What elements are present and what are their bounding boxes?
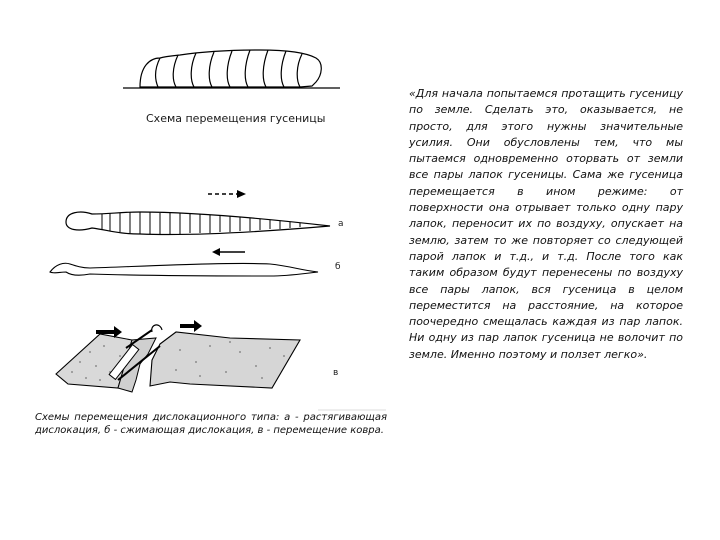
figure-caption: Схема перемещения гусеницы <box>146 112 326 125</box>
quote-text: «Для начала попытаемся протащить гусеницу по земле. Сделать это, оказывается, не просто, для этого нужны значительные усилия. Они обусловлены тем, что мы пытаемся одновременно оторвать от земли все пары лапок гусеницы. Сама же гусеница перемещается в ином режиме: от поверхности она отрывает только одну пару лапок, переносит их по воздуху, опускает на землю, затем то же повторяет со следующей парой лапок и т.д., и т.д. После того как таким образом будут перенесены по воздуху все пары лапок, вся гусеница в целом переместится на расстояние, на которое поочередно смещалась каждая из пар лапок. Ни одну из пар лапок гусеница не волочит по земле. Именно поэтому и ползет легко». <box>409 87 683 361</box>
marker-c: в <box>333 368 339 378</box>
caterpillar-drawing <box>123 50 340 88</box>
marker-b: б <box>335 262 341 272</box>
marker-a: a <box>338 219 344 229</box>
worm-a-drawing <box>66 190 330 235</box>
carpet-drawing <box>56 320 300 392</box>
worm-b-drawing <box>50 248 318 276</box>
dislocation-caption: Схемы перемещения дислокационного типа: а - растягивающая дислокация, б - сжимающая дислокация, в - перемещение ковра. <box>35 412 387 436</box>
